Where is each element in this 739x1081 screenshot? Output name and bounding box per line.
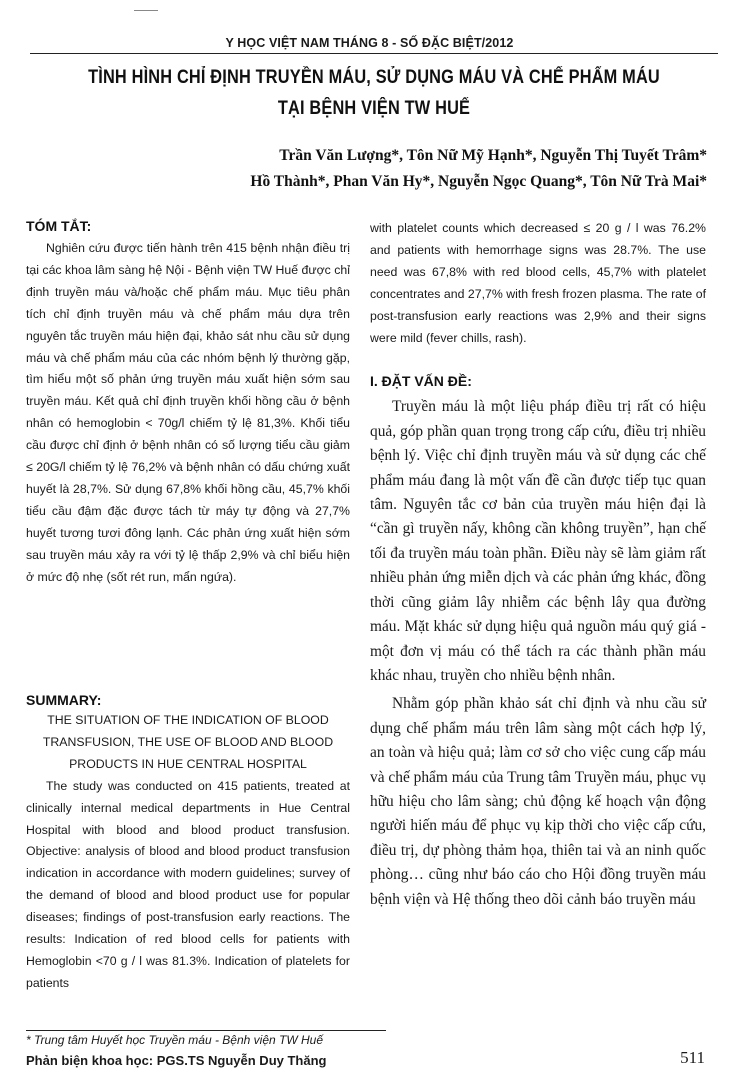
affiliation-footnote: * Trung tâm Huyết học Truyền máu - Bệnh viện TW Huế <box>26 1033 324 1047</box>
summary-block <box>26 692 350 995</box>
intro-heading: I. ĐẶT VẤN ĐỀ: <box>370 373 472 390</box>
authors-line-1: Trần Văn Lượng*, Tôn Nữ Mỹ Hạnh*, Nguyễn Thị Tuyết Trâm* <box>279 147 707 164</box>
abstract-vi-body: Nghiên cứu được tiến hành trên 415 bệnh nhận điều trị tại các khoa lâm sàng hệ Nội - Bệnh viện TW Huế được chỉ định truyền máu và/hoặc chế phẩm máu. Mục tiêu phân tích chỉ định truyền máu và chế phẩm máu dựa trên nguyên tắc truyền máu hiện đại, khảo sát nhu cầu sử dụng máu và chế phẩm máu của các nhóm bệnh lý thường gặp, tìm hiểu một số phản ứng truyền máu xuất hiện sớm sau truyền máu. Kết quả chỉ định truyền khối hồng cầu ở bệnh nhân có hemoglobin < 70g/l chiếm tỷ lệ 81,3%. Khối tiểu cầu được chỉ định ở bệnh nhân có số lượng tiểu cầu giảm ≤ 20G/l chiếm tỷ lệ 76,2% và bệnh nhân có dấu chứng xuất huyết là 28,7%. Sử dụng 67,8% khối hồng cầu, 45,7% khối tiểu cầu đậm đặc được tách từ máy tự động và 27,7% huyết tương tươi đông lạnh. Các phản ứng xuất hiện sớm sau truyền máu xảy ra với tỷ lệ thấp 2,9% và chỉ biểu hiện ở mức độ nhẹ (sốt rét run, mẩn ngứa). <box>26 241 350 584</box>
intro-paragraph-1: Truyền máu là một liệu pháp điều trị rất có hiệu quả, góp phần quan trọng trong cấp cứu, điều trị nhiều bệnh lý. Việc chỉ định truyền máu và sử dụng các chế phẩm máu đang là một vấn đề cần được tiếp tục quan tâm. Nguyên tắc cơ bản của truyền máu hiện đại là “cần gì truyền nấy, không cần không truyền”, hạn chế tối đa truyền máu toàn phần. Điều này sẽ làm giảm rất nhiều phản ứng miễn dịch và các phản ứng khác, đồng thời cũng giảm lây nhiễm các bệnh lây qua đường máu. Mặt khác sử dụng hiệu quả nguồn máu quý giá - một đơn vị máu có thể tách ra các thành phần máu khác nhau, truyền cho nhiều bệnh nhân. <box>370 398 706 684</box>
right-column <box>370 218 706 912</box>
header-rule <box>30 53 718 54</box>
summary-body-right: with platelet counts which decreased ≤ 20 g / l was 76.2% and patients with hemorrhage signs was 28.7%. The use need was 67,8% with red blood cells, 45,7% with platelet concentrates and 27,7% with fresh frozen plasma. The rate of post-transfusion early reactions was 2,9% and their signs were mild (fever chills, rash). <box>370 221 706 345</box>
running-header: Y HỌC VIỆT NAM THÁNG 8 - SỐ ĐẶC BIỆT/2012 <box>225 36 514 50</box>
abstract-vi-heading: TÓM TẮT: <box>26 218 92 234</box>
summary-heading: SUMMARY: <box>26 692 102 708</box>
authors-line-2: Hồ Thành*, Phan Văn Hy*, Nguyễn Ngọc Quang*, Tôn Nữ Trà Mai* <box>250 173 707 190</box>
summary-title-line-2: TRANSFUSION, THE USE OF BLOOD AND BLOOD <box>42 734 334 749</box>
article-title-line-1: TÌNH HÌNH CHỈ ĐỊNH TRUYỀN MÁU, SỬ DỤNG MÁU VÀ CHẾ PHẨM MÁU <box>88 67 660 88</box>
footnote-rule <box>26 1030 386 1031</box>
summary-title-line-3: PRODUCTS IN HUE CENTRAL HOSPITAL <box>69 756 307 771</box>
reviewer-note: Phản biện khoa học: PGS.TS Nguyễn Duy Thăng <box>26 1053 327 1068</box>
page-number: 511 <box>680 1048 705 1067</box>
summary-body-left: The study was conducted on 415 patients, treated at clinically internal medical departments in Hue Central Hospital with blood and blood product transfusion. Objective: analysis of blood and blood product transfusion indication in accordance with modern guidelines; survey of the demand of blood and blood product use for popular diseases; findings of post-transfusion early reactions. The results: Indication of red blood cells for patients with Hemoglobin <70 g / l was 81.3%. Indication of platelets for patients <box>26 778 350 990</box>
summary-title-line-1: THE SITUATION OF THE INDICATION OF BLOOD <box>47 713 329 727</box>
scan-mark <box>134 10 158 11</box>
article-title-line-2: TẠI BỆNH VIỆN TW HUẾ <box>277 98 471 119</box>
abstract-vi-block <box>26 218 350 589</box>
intro-paragraph-2: Nhằm góp phần khảo sát chỉ định và nhu cầu sử dụng chế phẩm máu trên lâm sàng một cách hợp lý, an toàn và hiệu quả; làm cơ sở cho việc cung cấp máu và chế phẩm máu của Trung tâm Truyền máu, phục vụ hữu hiệu cho lâm sàng; chủ động kế hoạch vận động người hiến máu để phục vụ kịp thời cho việc cấp cứu, điều trị, dự phòng thảm họa, thiên tai và an ninh quốc phòng… cũng như báo cáo cho Hội đồng truyền máu bệnh viện và Hệ thống theo dõi cảnh báo truyền máu <box>370 695 706 908</box>
